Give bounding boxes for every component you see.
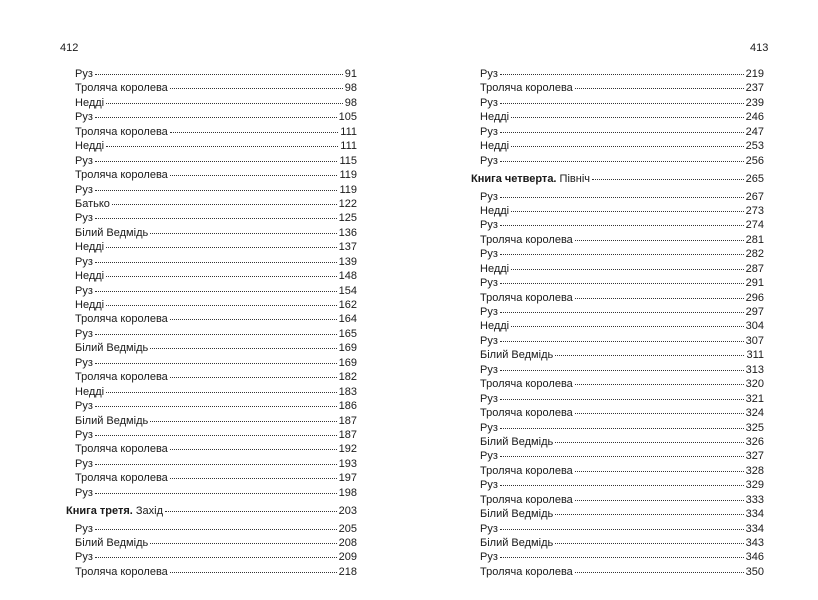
toc-entry-page: 193 (338, 457, 357, 470)
toc-entry (66, 168, 357, 182)
toc-entry-title: Руз (480, 450, 498, 463)
toc-entry-page: 125 (338, 212, 357, 225)
dot-leader (511, 326, 744, 327)
toc-section-heading (471, 172, 764, 186)
toc-entry-page: 334 (745, 522, 764, 535)
toc-entry (66, 486, 357, 500)
dot-leader (170, 572, 337, 573)
toc-entry-title: Троляча королева (480, 565, 573, 578)
dot-leader (575, 240, 744, 241)
toc-entry (66, 125, 357, 139)
toc-entry (66, 327, 357, 341)
toc-entry-title: Руз (480, 522, 498, 535)
dot-leader (95, 74, 343, 75)
dot-leader (95, 291, 337, 292)
toc-entry-title: Руз (75, 284, 93, 297)
dot-leader (500, 529, 744, 530)
toc-entry-title: Троляча королева (75, 443, 168, 456)
toc-entry-title: Троляча королева (75, 313, 168, 326)
dot-leader (575, 384, 744, 385)
toc-entry-page: 327 (745, 450, 764, 463)
toc-entry-title: Руз (75, 428, 93, 441)
dot-leader (106, 305, 337, 306)
toc-entry (66, 211, 357, 225)
dot-leader (511, 117, 744, 118)
toc-entry-title: Троляча королева (75, 371, 168, 384)
toc-entry (471, 449, 764, 463)
toc-entry (471, 218, 764, 232)
toc-section-name: Захід (132, 505, 164, 518)
toc-entry-title: Недді (75, 385, 105, 398)
toc-entry-page: 183 (338, 385, 357, 398)
toc-entry-page: 148 (338, 270, 357, 283)
toc-entry (471, 363, 764, 377)
toc-entry-title: Руз (480, 392, 498, 405)
toc-entry-page: 281 (745, 233, 764, 246)
dot-leader (150, 421, 336, 422)
toc-entry-title: Руз (75, 457, 93, 470)
dot-leader (106, 392, 337, 393)
dot-leader (500, 132, 744, 133)
dot-leader (500, 161, 744, 162)
toc-entry (471, 154, 764, 168)
toc-section-title (66, 504, 163, 518)
dot-leader (500, 399, 744, 400)
toc-entry-title: Руз (75, 183, 93, 196)
toc-entry-page: 256 (745, 154, 764, 167)
toc-entry-page: 297 (745, 306, 764, 318)
toc-entry-title: Руз (75, 212, 93, 225)
dot-leader (95, 363, 337, 364)
toc-entry-page: 186 (338, 400, 357, 413)
dot-leader (95, 117, 337, 118)
toc-entry (66, 522, 357, 536)
toc-entry (66, 442, 357, 456)
toc-entry-title: Руз (75, 356, 93, 369)
dot-leader (555, 543, 743, 544)
toc-entry-title: Руз (480, 68, 498, 80)
toc-entry (471, 522, 764, 536)
toc-entry (66, 370, 357, 384)
toc-entry (471, 276, 764, 290)
toc-entry (66, 139, 357, 153)
dot-leader (150, 348, 336, 349)
toc-entry-title: Троляча королева (480, 464, 573, 477)
toc-entry-title: Троляча королева (480, 407, 573, 420)
dot-leader (500, 254, 744, 255)
toc-entry-title: Руз (75, 154, 93, 167)
toc-entry-title: Троляча королева (75, 472, 168, 485)
toc-entry-page: 137 (338, 241, 357, 254)
toc-entry-page: 307 (745, 334, 764, 347)
toc-entry-title: Недді (480, 204, 510, 217)
toc-entry-title: Руз (75, 522, 93, 535)
toc-section-heading (66, 504, 357, 518)
dot-leader (511, 146, 744, 147)
toc-entry (66, 226, 357, 240)
toc-entry-title: Руз (75, 486, 93, 499)
dot-leader (170, 449, 337, 450)
dot-leader (500, 370, 744, 371)
toc-section-book: Книга третя. (66, 505, 133, 518)
toc-entry (471, 565, 764, 579)
toc-list-left (66, 67, 357, 579)
toc-entry-page: 122 (338, 197, 357, 210)
dot-leader (170, 88, 343, 89)
toc-entry-title: Руз (480, 551, 498, 564)
dot-leader (95, 161, 338, 162)
dot-leader (106, 247, 337, 248)
toc-entry-title: Білий Ведмідь (480, 349, 554, 362)
toc-entry (471, 478, 764, 492)
toc-entry (471, 348, 764, 362)
toc-entry-page: 287 (745, 262, 764, 275)
toc-entry (66, 312, 357, 326)
toc-entry (471, 204, 764, 218)
toc-entry-page: 291 (745, 277, 764, 290)
dot-leader (95, 190, 338, 191)
toc-entry-title: Недді (480, 262, 510, 275)
dot-leader (95, 464, 337, 465)
toc-entry (471, 334, 764, 348)
toc-entry-title: Руз (480, 96, 498, 109)
toc-entry (66, 96, 357, 110)
page-number-left: 412 (60, 42, 79, 54)
toc-entry (66, 399, 357, 413)
toc-entry (66, 457, 357, 471)
toc-entry-title: Руз (75, 111, 93, 124)
toc-entry (471, 96, 764, 110)
toc-entry (66, 298, 357, 312)
dot-leader (150, 543, 336, 544)
dot-leader (95, 529, 337, 530)
toc-entry-page: 169 (338, 342, 357, 355)
toc-entry-title: Руз (480, 219, 498, 232)
toc-entry-page: 197 (338, 472, 357, 485)
dot-leader (95, 406, 337, 407)
toc-entry-page: 91 (344, 68, 357, 80)
toc-entry-title: Білий Ведмідь (480, 435, 554, 448)
toc-entry-title: Білий Ведмідь (75, 226, 149, 239)
toc-entry-page: 253 (745, 140, 764, 153)
dot-leader (500, 74, 744, 75)
toc-entry (66, 240, 357, 254)
dot-leader (170, 132, 338, 133)
page-number-right: 413 (750, 42, 769, 54)
toc-entry-title: Недді (75, 241, 105, 254)
dot-leader (500, 428, 744, 429)
toc-entry-page: 164 (338, 313, 357, 326)
toc-entry (66, 154, 357, 168)
toc-entry (66, 110, 357, 124)
toc-entry-page: 182 (338, 371, 357, 384)
toc-entry (471, 536, 764, 550)
toc-entry-page: 247 (745, 125, 764, 138)
toc-entry-page: 311 (746, 349, 764, 362)
toc-entry (471, 406, 764, 420)
toc-entry-title: Білий Ведмідь (75, 342, 149, 355)
toc-entry-title: Руз (75, 551, 93, 564)
dot-leader (500, 557, 744, 558)
toc-entry (471, 392, 764, 406)
dot-leader (575, 471, 744, 472)
toc-entry-title: Руз (75, 400, 93, 413)
toc-entry-title: Руз (480, 190, 498, 203)
dot-leader (575, 298, 744, 299)
toc-entry-page: 274 (745, 219, 764, 232)
toc-entry-page: 246 (745, 111, 764, 124)
toc-entry (66, 550, 357, 564)
dot-leader (500, 225, 744, 226)
dot-leader (592, 179, 744, 180)
toc-entry-title: Руз (75, 327, 93, 340)
toc-entry (66, 81, 357, 95)
toc-entry-page: 333 (745, 493, 764, 506)
toc-entry (471, 110, 764, 124)
toc-entry-title: Руз (75, 255, 93, 268)
toc-entry (471, 247, 764, 261)
toc-entry-page: 313 (745, 363, 764, 376)
toc-entry-page: 218 (338, 565, 357, 578)
toc-entry-title: Батько (75, 197, 110, 210)
dot-leader (555, 442, 743, 443)
dot-leader (575, 500, 744, 501)
toc-entry-page: 346 (745, 551, 764, 564)
toc-entry-page: 192 (338, 443, 357, 456)
toc-entry-page: 115 (339, 154, 357, 167)
toc-entry-page: 328 (745, 464, 764, 477)
toc-entry (66, 428, 357, 442)
dot-leader (511, 211, 744, 212)
toc-entry-title: Білий Ведмідь (480, 508, 554, 521)
toc-entry (471, 190, 764, 204)
toc-entry-title: Руз (75, 68, 93, 80)
dot-leader (106, 146, 338, 147)
toc-entry-title: Руз (480, 154, 498, 167)
dot-leader (511, 269, 744, 270)
toc-entry-page: 162 (338, 299, 357, 311)
toc-entry-title: Недді (480, 140, 510, 153)
dot-leader (106, 103, 343, 104)
toc-entry-title: Руз (480, 248, 498, 261)
toc-entry-page: 208 (338, 537, 357, 549)
toc-entry-title: Білий Ведмідь (75, 537, 149, 549)
toc-entry-title: Руз (480, 363, 498, 376)
dot-leader (575, 572, 744, 573)
toc-entry-page: 329 (745, 479, 764, 492)
toc-entry (66, 284, 357, 298)
toc-entry-page: 304 (745, 320, 764, 333)
toc-entry-title: Недді (75, 140, 105, 153)
toc-entry-page: 205 (338, 522, 357, 535)
dot-leader (500, 456, 744, 457)
toc-entry-page: 320 (745, 378, 764, 391)
toc-entry (471, 233, 764, 247)
dot-leader (555, 514, 743, 515)
toc-entry-page: 326 (745, 435, 764, 448)
toc-entry-title: Недді (75, 299, 105, 311)
toc-entry-title: Руз (480, 277, 498, 290)
dot-leader (170, 377, 337, 378)
toc-section-name: Північ (556, 173, 590, 186)
toc-section-book: Книга четверта. (471, 173, 557, 186)
toc-entry-page: 169 (338, 356, 357, 369)
dot-leader (165, 511, 337, 512)
toc-entry-title: Недді (75, 96, 105, 109)
toc-entry (471, 464, 764, 478)
toc-entry-page: 350 (745, 565, 764, 578)
toc-entry-title: Руз (480, 125, 498, 138)
toc-entry (471, 493, 764, 507)
toc-entry-page: 296 (745, 291, 764, 304)
toc-entry-title: Троляча королева (480, 233, 573, 246)
toc-entry (66, 565, 357, 579)
dot-leader (575, 88, 744, 89)
toc-entry (471, 421, 764, 435)
toc-entry-title: Троляча королева (480, 82, 573, 95)
toc-entry-title: Білий Ведмідь (480, 537, 554, 549)
toc-entry-title: Недді (75, 270, 105, 283)
dot-leader (500, 485, 744, 486)
dot-leader (95, 262, 337, 263)
toc-entry-title: Троляча королева (480, 378, 573, 391)
toc-entry-title: Недді (480, 111, 510, 124)
dot-leader (95, 334, 337, 335)
toc-entry-title: Білий Ведмідь (75, 414, 149, 427)
toc-entry-page: 321 (745, 392, 764, 405)
toc-entry (66, 341, 357, 355)
dot-leader (150, 233, 336, 234)
toc-entry-page: 325 (745, 421, 764, 434)
dot-leader (95, 557, 337, 558)
dot-leader (112, 204, 337, 205)
toc-entry (471, 125, 764, 139)
toc-entry (66, 414, 357, 428)
toc-entry-page: 111 (340, 140, 357, 153)
toc-entry (471, 81, 764, 95)
dot-leader (500, 341, 744, 342)
toc-entry (471, 305, 764, 319)
toc-entry-page: 139 (338, 255, 357, 268)
toc-entry-page: 119 (339, 183, 357, 196)
toc-entry-title: Троляча королева (480, 291, 573, 304)
toc-entry (66, 269, 357, 283)
right-page (409, 0, 818, 600)
toc-entry (471, 377, 764, 391)
dot-leader (95, 493, 337, 494)
toc-entry (66, 67, 357, 81)
toc-section-page: 203 (338, 505, 357, 518)
toc-entry-page: 154 (338, 284, 357, 297)
toc-entry-page: 119 (339, 169, 357, 182)
toc-section-title (471, 172, 590, 186)
toc-entry-page: 105 (338, 111, 357, 124)
dot-leader (106, 276, 337, 277)
toc-entry (471, 435, 764, 449)
toc-entry-page: 237 (745, 82, 764, 95)
toc-entry-page: 98 (344, 82, 357, 95)
toc-entry-title: Руз (480, 334, 498, 347)
toc-entry-title: Недді (480, 320, 510, 333)
toc-entry-title: Руз (480, 306, 498, 318)
toc-entry (471, 262, 764, 276)
toc-entry (66, 471, 357, 485)
toc-entry-page: 282 (745, 248, 764, 261)
dot-leader (500, 197, 744, 198)
toc-entry-page: 187 (338, 428, 357, 441)
toc-entry-page: 209 (338, 551, 357, 564)
toc-entry-page: 273 (745, 204, 764, 217)
toc-entry-page: 198 (338, 486, 357, 499)
dot-leader (555, 355, 744, 356)
toc-entry-title: Троляча королева (75, 82, 168, 95)
toc-entry (66, 183, 357, 197)
toc-entry-title: Троляча королева (75, 125, 168, 138)
dot-leader (170, 478, 337, 479)
toc-entry-page: 111 (340, 125, 357, 138)
toc-entry-page: 334 (745, 508, 764, 521)
dot-leader (170, 319, 337, 320)
toc-entry-page: 187 (338, 414, 357, 427)
dot-leader (500, 103, 744, 104)
toc-entry-title: Руз (480, 421, 498, 434)
toc-entry (66, 197, 357, 211)
dot-leader (500, 283, 744, 284)
toc-entry-title: Троляча королева (75, 565, 168, 578)
toc-entry-title: Троляча королева (75, 169, 168, 182)
toc-entry (471, 139, 764, 153)
toc-entry-page: 343 (745, 537, 764, 549)
toc-entry-page: 324 (745, 407, 764, 420)
dot-leader (575, 413, 744, 414)
toc-section-page: 265 (745, 173, 764, 186)
toc-entry (471, 291, 764, 305)
toc-entry-page: 267 (745, 190, 764, 203)
toc-entry (66, 255, 357, 269)
dot-leader (95, 435, 337, 436)
toc-entry-page: 239 (745, 96, 764, 109)
dot-leader (170, 175, 338, 176)
toc-entry-page: 219 (745, 68, 764, 80)
toc-entry (471, 67, 764, 81)
dot-leader (500, 312, 744, 313)
toc-entry (66, 536, 357, 550)
toc-entry (66, 385, 357, 399)
toc-entry-page: 165 (338, 327, 357, 340)
toc-list-right (471, 67, 764, 579)
toc-entry-page: 98 (344, 96, 357, 109)
toc-entry-title: Руз (480, 479, 498, 492)
toc-entry (471, 550, 764, 564)
toc-entry (66, 356, 357, 370)
toc-entry-page: 136 (338, 226, 357, 239)
dot-leader (95, 218, 337, 219)
toc-entry-title: Троляча королева (480, 493, 573, 506)
toc-entry (471, 507, 764, 521)
toc-entry (471, 319, 764, 333)
